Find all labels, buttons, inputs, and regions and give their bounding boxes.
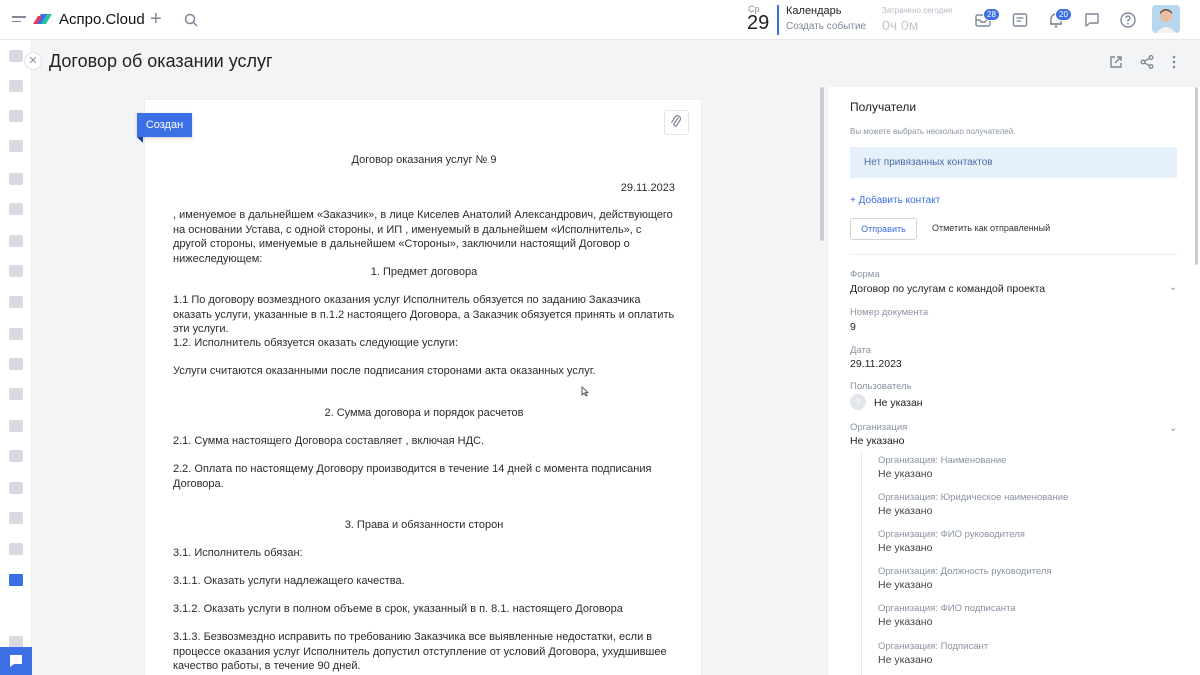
sidebar-deals-icon[interactable] <box>9 173 23 185</box>
doc-paragraph-3-1-3: 3.1.3. Безвозмездно исправить по требованию Заказчика все выявленные недостатки, если в процессе оказания услуг Исполнитель допустил отступление от условий Договора, ухудшившее качество работы, в течение 90 дней. <box>173 631 667 672</box>
sidebar-dashboard-icon[interactable] <box>9 50 23 62</box>
sidebar-sales-icon[interactable] <box>9 203 23 215</box>
close-button[interactable]: ✕ <box>24 52 42 70</box>
paperclip-icon <box>665 111 688 134</box>
doc-intro: , именуемое в дальнейшем «Заказчик», в лице Киселев Анатолий Александрович, действующего на основании Устава, с одной стороны, и ИП , именуемый в дальнейшем «Исполнитель», с другой стороны, именуемые в дальнейшем «Стороны», заключили настоящий Договор о нижеследующем: <box>173 209 673 265</box>
org-field-value[interactable]: Не указано <box>878 616 933 628</box>
sidebar-hr-icon[interactable] <box>9 512 23 524</box>
logo-text[interactable]: Аспро.Cloud <box>59 11 145 28</box>
doc-number-label: Номер документа <box>850 307 929 318</box>
org-field-label: Организация: ФИО руководителя <box>878 529 1025 540</box>
doc-number-value[interactable]: 9 <box>850 321 856 333</box>
help-icon[interactable] <box>1119 11 1137 29</box>
doc-paragraph-2-1: 2.1. Сумма настоящего Договора составляет , включая НДС. <box>173 435 485 447</box>
sidebar-store-icon[interactable] <box>9 543 23 555</box>
share-icon[interactable] <box>1139 54 1155 70</box>
user-value[interactable]: Не указан <box>874 397 923 409</box>
org-field-value[interactable]: Не указано <box>878 505 933 517</box>
avatar[interactable] <box>1152 5 1180 33</box>
doc-paragraph-1-2: 1.2. Исполнитель обязуется оказать следующие услуги: <box>173 337 459 349</box>
create-event-link[interactable]: Создать событие <box>786 21 867 32</box>
sidebar-products-icon[interactable] <box>9 235 23 247</box>
org-fields-guide <box>861 453 862 675</box>
calendar-divider <box>777 5 779 35</box>
side-panel <box>827 87 1200 675</box>
doc-paragraph-1-1: 1.1 По договору возмездного оказания услуг Исполнитель обязуется по заданию Заказчика оказать услуги, указанные в п.1.2 настоящего Договора, а Заказчик обязуется принять и оплатить эти услуги. <box>173 294 675 335</box>
org-field-label: Организация: Наименование <box>878 455 1007 466</box>
form-label: Форма <box>850 269 880 280</box>
divider <box>850 254 1177 255</box>
user-label: Пользователь <box>850 381 912 392</box>
recipients-hint: Вы можете выбрать несколько получателей. <box>850 127 1016 136</box>
doc-paragraph-3-1: 3.1. Исполнитель обязан: <box>173 547 303 559</box>
doc-section-1-title: 1. Предмет договора <box>370 266 478 278</box>
avatar-icon <box>1152 5 1180 33</box>
doc-section-2-title: 2. Сумма договора и порядок расчетов <box>324 407 524 419</box>
form-select[interactable]: Договор по услугам с командой проекта <box>850 283 1046 295</box>
mark-sent-button[interactable]: Отметить как отправленный <box>932 223 1051 233</box>
doc-paragraph-3-1-1: 3.1.1. Оказать услуги надлежащего качества. <box>173 575 405 587</box>
doc-date: 29.11.2023 <box>620 182 675 194</box>
time-spent-value[interactable]: 0ч 0м <box>882 17 919 33</box>
document-scrollbar[interactable] <box>820 87 824 241</box>
chevron-down-icon[interactable]: ⌄ <box>1169 423 1178 434</box>
notifications-badge: 20 <box>1055 8 1072 21</box>
sidebar-funnel-icon[interactable] <box>9 110 23 122</box>
top-bar <box>0 0 1200 40</box>
sidebar-finance-icon[interactable] <box>9 328 23 340</box>
sidebar-tasks-icon[interactable] <box>9 80 23 92</box>
open-external-icon[interactable] <box>1108 54 1124 70</box>
status-badge-fold <box>137 137 143 143</box>
sidebar-projects-icon[interactable] <box>9 140 23 152</box>
date-value[interactable]: 29.11.2023 <box>850 358 902 370</box>
menu-icon[interactable] <box>12 16 26 24</box>
user-placeholder-icon: ? <box>850 394 866 410</box>
recipients-title: Получатели <box>850 100 917 114</box>
chat-launcher-button[interactable] <box>0 647 32 675</box>
attach-button[interactable] <box>664 110 689 135</box>
send-button[interactable]: Отправить <box>850 218 917 240</box>
panel-scrollbar[interactable] <box>1195 87 1198 265</box>
sidebar-marketing-icon[interactable] <box>9 482 23 494</box>
org-field-label: Организация: Должность руководителя <box>878 566 1052 577</box>
date-label: Дата <box>850 345 872 356</box>
search-icon[interactable] <box>183 12 199 28</box>
sidebar-contacts-icon[interactable] <box>9 265 23 277</box>
org-field-value[interactable]: Не указано <box>878 468 933 480</box>
status-badge: Создан <box>137 113 192 137</box>
no-contacts-notice: Нет привязанных контактов <box>850 147 1177 178</box>
doc-paragraph-1-note: Услуги считаются оказанными после подписания сторонами акта оказанных услуг. <box>173 365 596 377</box>
chevron-down-icon[interactable]: ⌄ <box>1169 282 1178 293</box>
doc-heading: Договор оказания услуг № 9 <box>351 154 497 166</box>
logo-icon[interactable] <box>33 12 53 26</box>
mail-badge: 28 <box>983 8 1000 21</box>
calendar-weekday: Ср <box>748 4 760 14</box>
sidebar-time-icon[interactable] <box>9 358 23 370</box>
sidebar-documents-icon[interactable] <box>9 574 23 586</box>
sidebar-helpdesk-icon[interactable] <box>9 450 23 462</box>
org-field-value[interactable]: Не указано <box>878 542 933 554</box>
page-title: Договор об оказании услуг <box>49 51 273 71</box>
document-preview <box>144 99 702 675</box>
org-field-label: Организация: Подписант <box>878 641 989 652</box>
add-icon[interactable]: + <box>150 8 162 30</box>
sidebar-knowledge-icon[interactable] <box>9 420 23 432</box>
calendar-title[interactable]: Календарь <box>786 5 842 17</box>
org-field-label: Организация: Юридическое наименование <box>878 492 1069 503</box>
time-spent-label: Затрачено сегодня <box>882 6 953 15</box>
tasks-icon[interactable] <box>1011 11 1029 29</box>
sidebar-reports-icon[interactable] <box>9 388 23 400</box>
calendar-day[interactable]: 29 <box>747 12 770 34</box>
org-label: Организация <box>850 422 908 433</box>
org-field-value[interactable]: Не указано <box>878 579 933 591</box>
sidebar-team-icon[interactable] <box>9 296 23 308</box>
org-field-value[interactable]: Не указано <box>878 654 933 666</box>
add-contact-link[interactable]: + Добавить контакт <box>850 195 941 206</box>
sidebar <box>0 40 32 675</box>
org-field-label: Организация: ФИО подписанта <box>878 603 1016 614</box>
chat-icon[interactable] <box>1083 11 1101 29</box>
doc-paragraph-3-1-2: 3.1.2. Оказать услуги в полном объеме в срок, указанный в п. 8.1. настоящего Договора <box>173 603 623 615</box>
doc-paragraph-2-2: 2.2. Оплата по настоящему Договору производится в течение 14 дней с момента подписания Договора. <box>173 463 652 490</box>
more-options-icon[interactable] <box>1166 54 1182 70</box>
org-value[interactable]: Не указано <box>850 435 905 447</box>
mouse-cursor-icon <box>581 386 589 397</box>
chat-bubble-icon <box>0 647 32 675</box>
doc-section-3-title: 3. Права и обязанности сторон <box>344 519 504 531</box>
